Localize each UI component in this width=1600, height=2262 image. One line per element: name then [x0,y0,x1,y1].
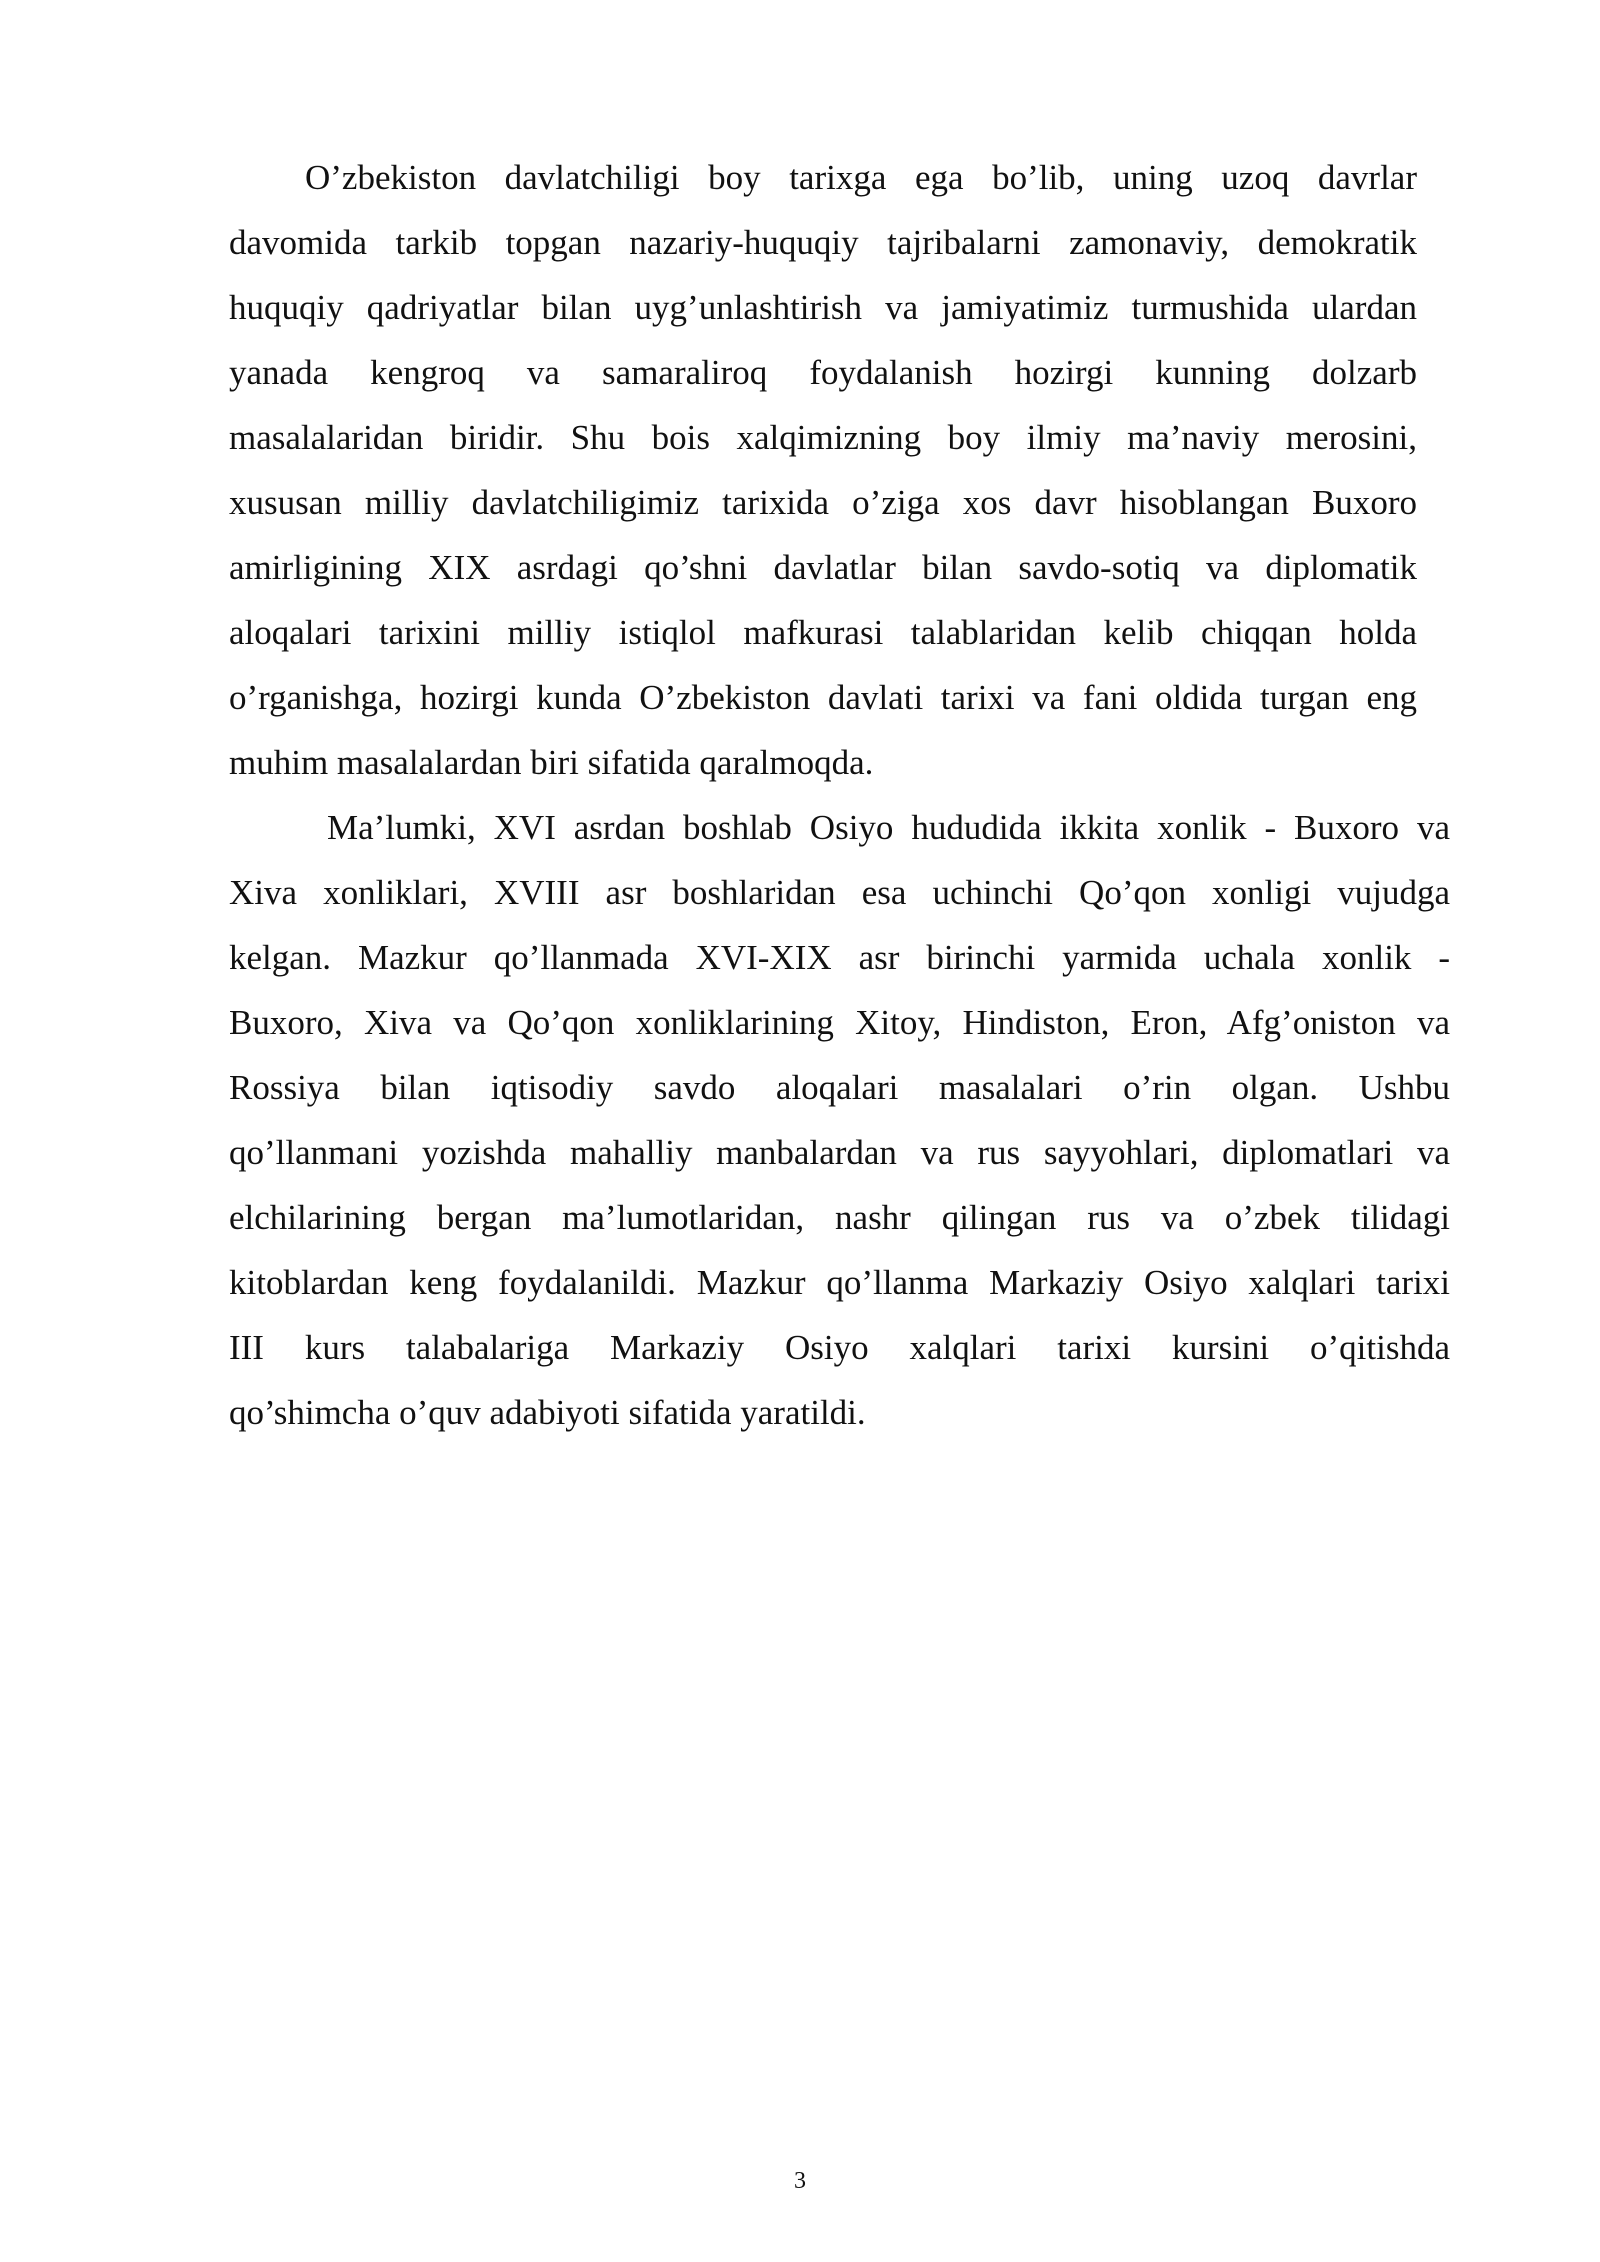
paragraph-line: Buxoro, Xiva va Qo’qon xonliklarining Xitoy, Hindiston, Eron, Afg’oniston va [229,1003,1450,1042]
paragraph-line: Ma’lumki, XVI asrdan boshlab Osiyo hududida ikkita xonlik - Buxoro va [327,808,1450,847]
paragraph-line: O’zbekiston davlatchiligi boy tarixga ega bo’lib, uning uzoq davrlar [305,158,1417,197]
paragraph-line: Rossiya bilan iqtisodiy savdo aloqalari masalalari o’rin olgan. Ushbu [229,1068,1450,1107]
paragraph-line: qo’llanmani yozishda mahalliy manbalardan va rus sayyohlari, diplomatlari va [229,1133,1450,1172]
paragraph-line: o’rganishga, hozirgi kunda O’zbekiston davlati tarixi va fani oldida turgan eng [229,678,1417,717]
paragraph-line: kitoblardan keng foydalanildi. Mazkur qo’llanma Markaziy Osiyo xalqlari tarixi [229,1263,1450,1302]
paragraph-line: aloqalari tarixini milliy istiqlol mafkurasi talablaridan kelib chiqqan holda [229,613,1417,652]
page-number: 3 [794,2168,806,2194]
paragraph-line: amirligining XIX asrdagi qo’shni davlatlar bilan savdo-sotiq va diplomatik [229,548,1417,587]
paragraph-line: III kurs talabalariga Markaziy Osiyo xalqlari tarixi kursini o’qitishda [229,1328,1450,1367]
paragraph-line: kelgan. Mazkur qo’llanmada XVI-XIX asr birinchi yarmida uchala xonlik - [229,938,1450,977]
paragraph-line: yanada kengroq va samaraliroq foydalanish hozirgi kunning dolzarb [229,353,1417,392]
paragraph-line: davomida tarkib topgan nazariy-huquqiy tajribalarni zamonaviy, demokratik [229,223,1417,262]
paragraph-1 [229,145,1417,795]
paragraph-line: elchilarining bergan ma’lumotlaridan, nashr qilingan rus va o’zbek tilidagi [229,1198,1450,1237]
paragraph-2 [229,795,1450,1445]
paragraph-line: xususan milliy davlatchiligimiz tarixida o’ziga xos davr hisoblangan Buxoro [229,483,1417,522]
paragraph-line: qo’shimcha o’quv adabiyoti sifatida yaratildi. [229,1393,866,1432]
paragraph-line: Xiva xonliklari, XVIII asr boshlaridan esa uchinchi Qo’qon xonligi vujudga [229,873,1450,912]
paragraph-line: huquqiy qadriyatlar bilan uyg’unlashtirish va jamiyatimiz turmushida ulardan [229,288,1417,327]
paragraph-line: muhim masalalardan biri sifatida qaralmoqda. [229,743,874,782]
paragraph-line: masalalaridan biridir. Shu bois xalqimizning boy ilmiy ma’naviy merosini, [229,418,1417,457]
